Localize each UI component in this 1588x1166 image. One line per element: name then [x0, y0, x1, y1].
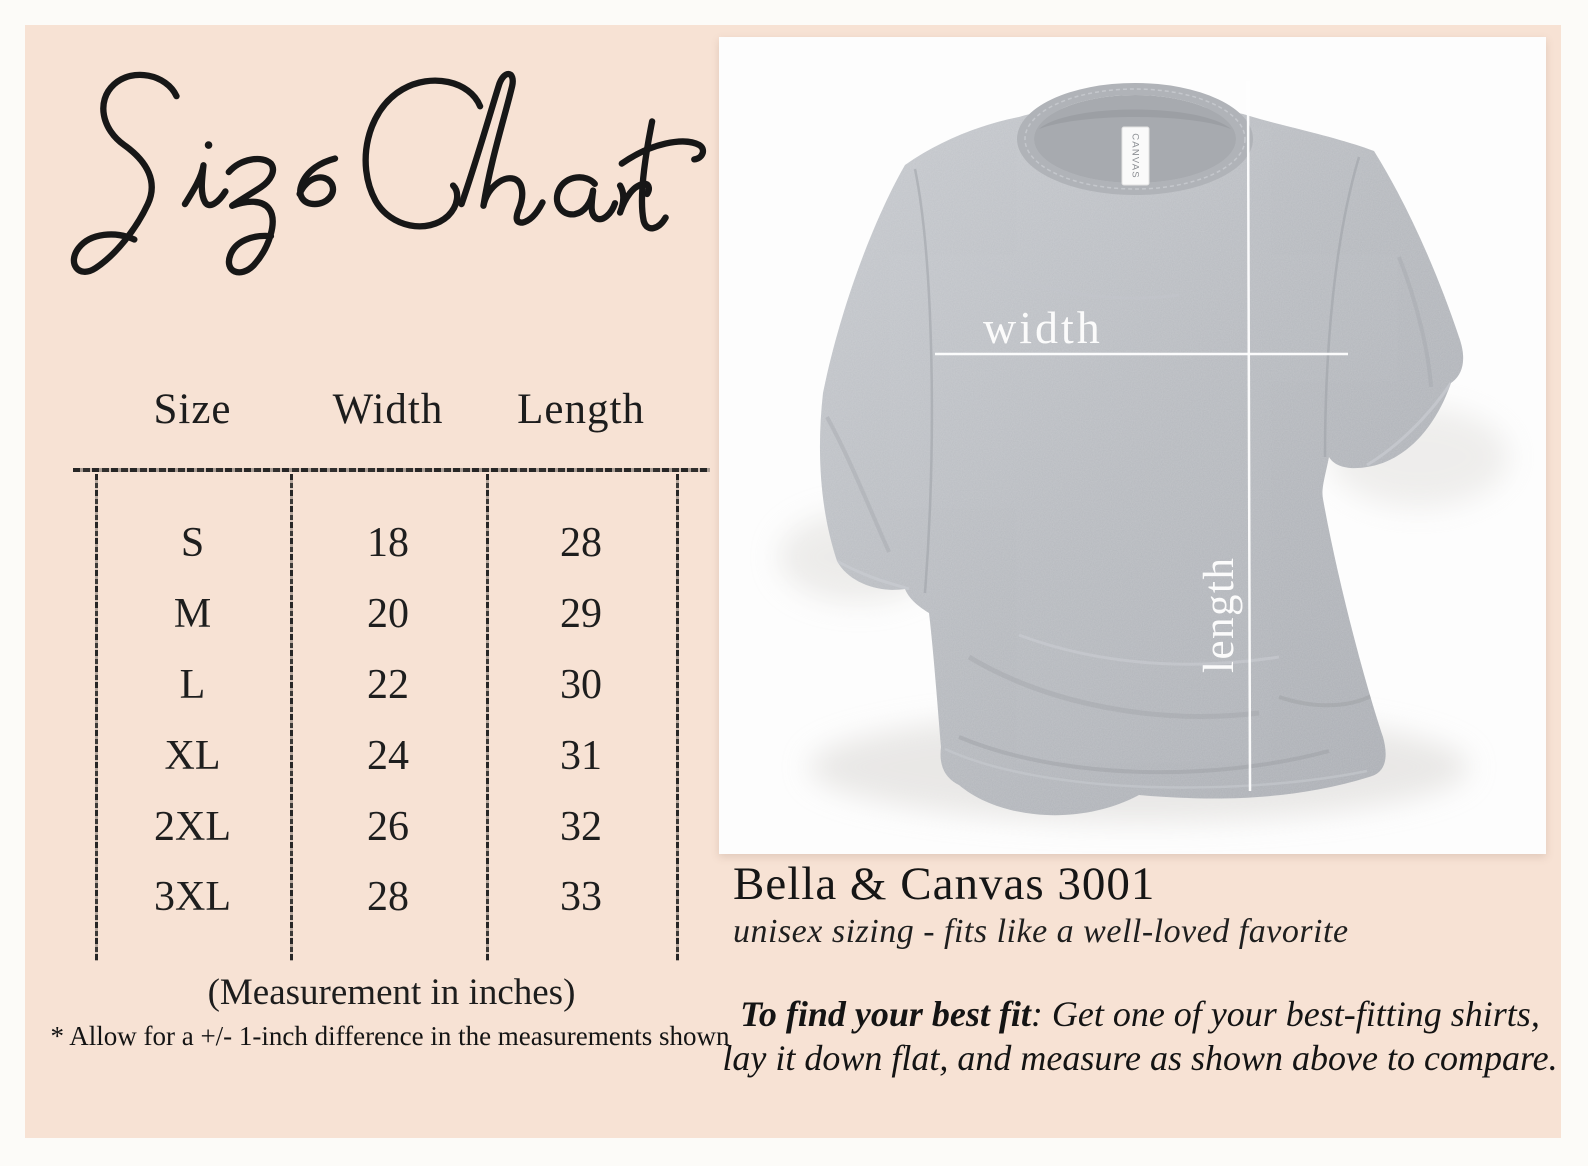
cell-length: 33: [560, 874, 602, 921]
cell-size: 3XL: [154, 874, 231, 921]
cell-width: 20: [367, 591, 409, 638]
length-label: length: [1196, 556, 1243, 673]
peach-background: [25, 25, 1561, 1138]
cell-width: 22: [367, 661, 409, 708]
cell-width: 18: [367, 520, 409, 567]
tshirt-photo: [719, 37, 1546, 854]
cell-width: 24: [367, 732, 409, 779]
table-rule-horizontal: [73, 468, 710, 472]
cell-size: L: [179, 661, 206, 708]
title-text: [25, 25, 26, 26]
cell-length: 31: [560, 732, 602, 779]
header-length: Length: [517, 386, 645, 433]
measurement-unit-note: (Measurement in inches): [207, 972, 576, 1013]
cell-width: 26: [367, 803, 409, 850]
fit-instructions: [700, 993, 1580, 1081]
tshirt-illustration: [719, 37, 1546, 854]
header-width: Width: [332, 386, 444, 433]
size-table-header: [73, 380, 710, 440]
size-table-rows: [73, 508, 676, 933]
product-tagline: unisex sizing - fits like a well-loved favorite: [733, 913, 1349, 950]
cell-size: 2XL: [154, 803, 231, 850]
size-table: [73, 380, 710, 965]
size-chart-script-title: [50, 60, 712, 306]
canvas-tag-text: CANVAS: [1129, 133, 1141, 179]
fit-instructions-rest: : Get one of your best-fitting shirts,: [1030, 994, 1540, 1034]
cell-size: M: [173, 591, 212, 638]
cell-length: 30: [560, 661, 602, 708]
cell-size: XL: [164, 732, 221, 779]
fit-instructions-line2: lay it down flat, and measure as shown above to compare.: [722, 1037, 1558, 1078]
cell-size: S: [180, 520, 205, 567]
tolerance-note: * Allow for a +/- 1-inch difference in the measurements shown: [50, 1021, 730, 1051]
cell-width: 28: [367, 874, 409, 921]
width-label: width: [983, 302, 1103, 353]
canvas-tag: [1122, 127, 1149, 185]
cell-length: 28: [560, 520, 602, 567]
header-size: Size: [153, 386, 232, 433]
table-rule-vertical: [676, 474, 679, 961]
product-name: Bella & Canvas 3001: [733, 858, 1156, 910]
fit-instructions-lead: To find your best fit: [740, 994, 1031, 1034]
cell-length: 29: [560, 591, 602, 638]
cell-length: 32: [560, 803, 602, 850]
